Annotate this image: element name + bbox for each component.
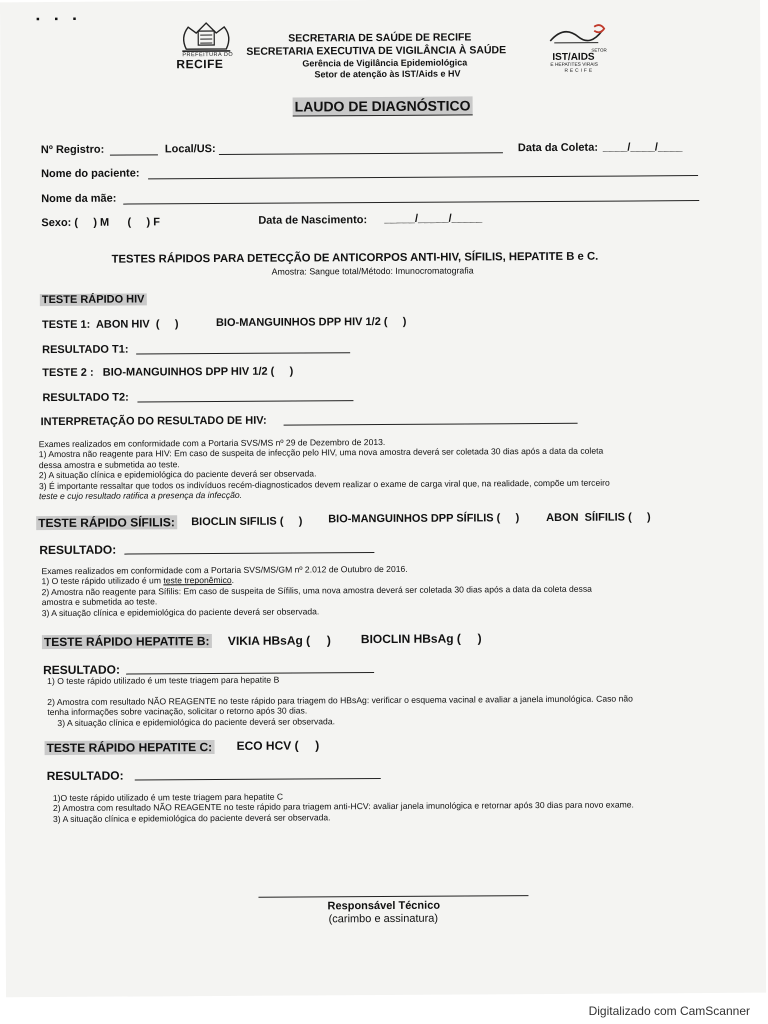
logo-left-text: RECIFE <box>176 56 224 72</box>
sifilis-note: 3) A situação clínica e epidemiológica do paciente deverá ser observada. <box>41 606 320 618</box>
hiv-note: teste e cujo resultado ratifica a presença da infecção. <box>38 489 243 502</box>
sifilis-note: 2) Amostra não reagente para Sífilis: Em caso de suspeita de Sífilis, uma nova amostra deverá ser coletada 30 dias após a data da coleta dessa <box>41 583 592 597</box>
hepb-notes-2 <box>47 693 633 728</box>
logo-right-subtitle: E HEPATITES VIRAIS <box>550 62 598 68</box>
hepc-heading: TESTE RÁPIDO HEPATITE C: <box>46 740 213 756</box>
document-title: LAUDO DE DIAGNÓSTICO <box>293 96 473 116</box>
logo-right-city: RECIFE <box>564 68 595 74</box>
hiv-note: Exames realizados em conformidade com a Portaria SVS/MS nº 29 de Dezembro de 2013. <box>38 436 386 450</box>
data-coleta-label: Data da Coleta: <box>517 141 599 155</box>
resultado-t1-label: RESULTADO T1: <box>42 343 129 357</box>
sifilis-note: 1) O teste rápido utilizado é um teste treponêmico. <box>41 575 235 587</box>
hepb-note: 2) Amostra com resultado NÃO REAGENTE no teste rápido para triagem do HBsAg: verificar o esquema vacinal e avaliar a janela imunológica. Caso não <box>47 693 633 708</box>
hepb-bioclin-option[interactable]: BIOCLIN HBsAg ( ) <box>360 631 482 647</box>
org-line-1: SECRETARIA DE SAÚDE DE RECIFE <box>288 31 472 45</box>
treponemico-link: teste treponêmico <box>163 575 232 586</box>
camscanner-footer: Digitalizado com CamScanner <box>588 1004 750 1018</box>
sifilis-note: amostra e submetida ao teste. <box>41 596 158 608</box>
paciente-field[interactable] <box>148 175 698 179</box>
hiv-notes <box>39 436 610 502</box>
registro-label: Nº Registro: <box>40 143 105 157</box>
local-label: Local/US: <box>164 143 216 156</box>
hepb-note: 1) O teste rápido utilizado é um teste triagem para hepatite B <box>47 674 280 687</box>
logo-right-text: IST/AIDS <box>552 51 595 63</box>
hiv-teste1-abon[interactable]: TESTE 1: ABON HIV ( ) <box>41 318 179 332</box>
resultado-t2-field[interactable] <box>137 400 353 402</box>
paciente-label: Nome do paciente: <box>41 167 140 181</box>
local-field[interactable] <box>219 152 503 155</box>
corner-mark: ▪ ▪ ▪ <box>36 13 83 26</box>
mae-label: Nome da mãe: <box>41 192 117 206</box>
logo-left-subtitle: PREFEITURA DO <box>182 51 234 59</box>
org-line-4: Setor de atenção às IST/Aids e HV <box>314 68 461 80</box>
hiv-note: dessa amostra e submetida ao teste. <box>38 459 180 470</box>
hiv-note: 3) É importante ressaltar que todos os indivíduos recém-diagnosticados devem realizar o exame de carga viral que, na realidade, compõe um terceiro <box>38 477 610 491</box>
hepc-note: 2) Amostra com resultado NÃO REAGENTE no teste rápido para triagem anti-HCV: avaliar janela imunológica e retornar após 30 dias para novo exame. <box>52 799 634 814</box>
interpretacao-label: INTERPRETAÇÃO DO RESULTADO DE HIV: <box>40 414 267 429</box>
nascimento-field[interactable]: _____/_____/_____ <box>384 212 483 225</box>
hepc-note: 3) A situação clínica e epidemiológica do paciente deverá ser observada. <box>52 812 331 824</box>
sifilis-notes <box>41 563 592 618</box>
hiv-note: 2) A situação clínica e epidemiológica do paciente deverá ser observada. <box>38 468 317 481</box>
hepc-resultado-label: RESULTADO: <box>46 768 124 784</box>
data-coleta-field[interactable]: ____/____/____ <box>602 141 683 154</box>
sifilis-abon-option[interactable]: ABON SÍIFILIS ( ) <box>546 511 651 524</box>
sexo-field[interactable]: Sexo: ( ) M ( ) F <box>41 216 160 230</box>
hepc-notes <box>53 789 634 824</box>
sifilis-resultado-label: RESULTADO: <box>39 542 117 558</box>
section-subtitle: Amostra: Sangue total/Método: Imunocromatografia <box>271 265 474 277</box>
mae-field[interactable] <box>123 200 699 205</box>
signature-line[interactable] <box>258 895 528 898</box>
resultado-t1-field[interactable] <box>136 352 350 354</box>
coat-of-arms-icon <box>176 19 236 53</box>
signature-subtitle: (carimbo e assinatura) <box>328 912 439 926</box>
hepb-vikia-option[interactable]: VIKIA HBsAg ( ) <box>227 633 331 648</box>
hepb-note: 3) A situação clínica e epidemiológica do paciente deverá ser observada. <box>57 716 335 728</box>
resultado-t2-label: RESULTADO T2: <box>42 391 129 405</box>
sifilis-resultado-field[interactable] <box>124 552 374 555</box>
signature-title: Responsável Técnico <box>327 899 441 913</box>
sifilis-bioclin-option[interactable]: BIOCLIN SIFILIS ( ) <box>191 515 303 529</box>
registro-field[interactable] <box>110 154 158 155</box>
sifilis-note: Exames realizados em conformidade com a Portaria SVS/MS/GM nº 2.012 de Outubro de 2016. <box>41 563 408 577</box>
hepb-note: tenha informações sobre vacinação, solicitar o retorno após 30 dias. <box>47 705 308 718</box>
ist-aids-logo <box>544 21 616 77</box>
org-line-2: SECRETARIA EXECUTIVA DE VIGILÂNCIA À SAÚDE <box>246 44 507 58</box>
hiv-teste2-dpp[interactable]: TESTE 2 : BIO-MANGUINHOS DPP HIV 1/2 ( ) <box>42 365 294 380</box>
recife-logo <box>176 19 236 71</box>
interpretacao-field[interactable] <box>284 423 578 426</box>
hepb-notes <box>47 675 279 687</box>
hepc-resultado-field[interactable] <box>135 778 381 781</box>
hepb-heading: TESTE RÁPIDO HEPATITE B: <box>43 634 210 650</box>
logo-right-setor: SETOR <box>591 47 607 53</box>
hepb-resultado-label: RESULTADO: <box>43 662 121 678</box>
hepc-eco-option[interactable]: ECO HCV ( ) <box>236 738 320 753</box>
ribbon-icon <box>544 21 616 51</box>
hepc-note: 1)O teste rápido utilizado é um teste triagem para hepatite C <box>52 791 284 804</box>
sifilis-dpp-option[interactable]: BIO-MANGUINHOS DPP SÍFILIS ( ) <box>328 512 520 526</box>
hiv-heading: TESTE RÁPIDO HIV <box>41 293 145 307</box>
org-line-3: Gerência de Vigilância Epidemiológica <box>302 57 468 69</box>
nascimento-label: Data de Nascimento: <box>258 214 368 227</box>
hiv-teste1-dpp[interactable]: BIO-MANGUINHOS DPP HIV 1/2 ( ) <box>215 315 407 330</box>
section-title: TESTES RÁPIDOS PARA DETECÇÃO DE ANTICORPOS ANTI-HIV, SÍFILIS, HEPATITE B e C. <box>111 250 599 266</box>
sifilis-heading: TESTE RÁPIDO SÍFILIS: <box>38 515 175 531</box>
hiv-note: 1) Amostra não reagente para HIV: Em caso de suspeita de infecção pelo HIV, uma nova amostra deverá ser coletada 30 dias após a data da coleta <box>38 446 604 460</box>
